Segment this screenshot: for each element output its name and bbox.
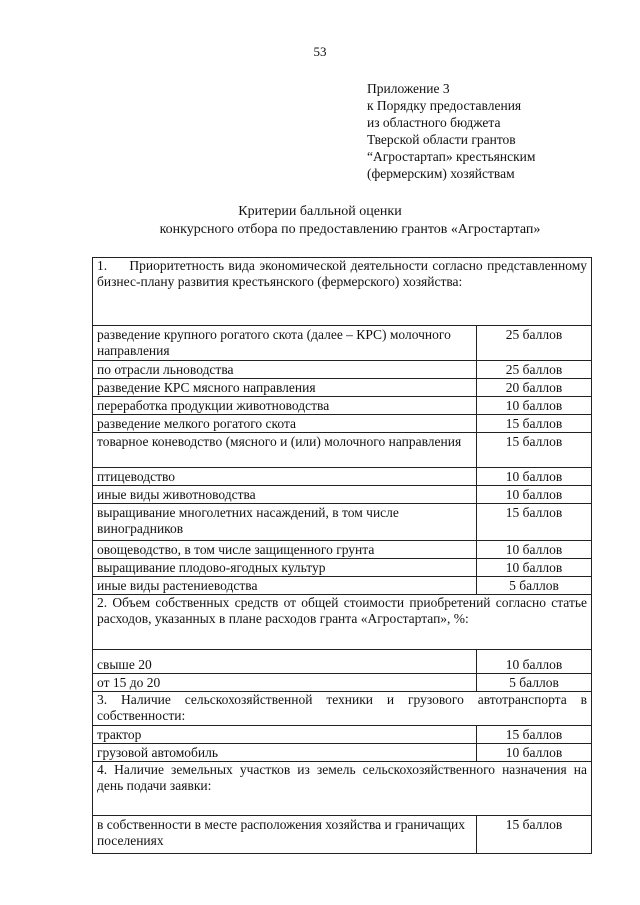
criteria-section-row — [93, 692, 592, 726]
criteria-item-points: 10 баллов — [477, 744, 592, 762]
criteria-item-points: 5 баллов — [477, 577, 592, 595]
criteria-item-points: 25 баллов — [477, 326, 592, 361]
criteria-item-row — [93, 577, 592, 595]
criteria-item-points: 10 баллов — [477, 559, 592, 577]
document-title — [0, 203, 640, 239]
criteria-item-label: птицеводство — [93, 468, 477, 486]
criteria-item-row — [93, 415, 592, 433]
criteria-item-row — [93, 726, 592, 744]
criteria-section-row — [93, 258, 592, 326]
criteria-item-label: в собственности в месте расположения хозяйства и граничащих поселениях — [93, 816, 477, 854]
criteria-item-points: 25 баллов — [477, 361, 592, 379]
criteria-item-row — [93, 744, 592, 762]
criteria-item-row — [93, 504, 592, 541]
criteria-item-label: разведение КРС мясного направления — [93, 379, 477, 397]
appendix-line: к Порядку предоставления — [367, 98, 522, 113]
criteria-item-label: грузовой автомобиль — [93, 744, 477, 762]
criteria-section-row — [93, 762, 592, 816]
criteria-item-label: иные виды животноводства — [93, 486, 477, 504]
appendix-note — [367, 80, 535, 182]
criteria-item-row — [93, 486, 592, 504]
criteria-item-points: 15 баллов — [477, 504, 592, 541]
title-line-1: Критерии балльной оценки — [238, 204, 402, 219]
page-number: 53 — [313, 44, 327, 59]
criteria-item-label: разведение крупного рогатого скота (далее – КРС) молочного направления — [93, 326, 477, 361]
criteria-item-points: 10 баллов — [477, 650, 592, 674]
criteria-item-row — [93, 541, 592, 559]
criteria-item-points: 10 баллов — [477, 541, 592, 559]
criteria-item-points: 10 баллов — [477, 486, 592, 504]
criteria-item-row — [93, 433, 592, 468]
appendix-line: Тверской области грантов — [367, 132, 516, 147]
criteria-item-points: 15 баллов — [477, 415, 592, 433]
criteria-item-points: 15 баллов — [477, 726, 592, 744]
criteria-item-row — [93, 397, 592, 415]
appendix-line: из областного бюджета — [367, 115, 501, 130]
appendix-line: (фермерским) хозяйствам — [367, 166, 515, 181]
criteria-section-row — [93, 595, 592, 650]
criteria-heading: 4. Наличие земельных участков из земель сельскохозяйственного назначения на день подачи заявки: — [93, 762, 592, 816]
appendix-line: “Агростартап» крестьянским — [367, 149, 536, 164]
criteria-item-label: от 15 до 20 — [93, 674, 477, 692]
criteria-item-label: по отрасли льноводства — [93, 361, 477, 379]
criteria-item-points: 5 баллов — [477, 674, 592, 692]
criteria-item-row — [93, 361, 592, 379]
criteria-heading: 2. Объем собственных средств от общей стоимости приобретений согласно статье расходов, указанных в плане расходов гранта «Агростартап», %: — [93, 595, 592, 650]
criteria-item-label: товарное коневодство (мясного и (или) молочного направления — [93, 433, 477, 468]
criteria-item-row — [93, 650, 592, 674]
criteria-item-label: переработка продукции животноводства — [93, 397, 477, 415]
criteria-item-points: 15 баллов — [477, 816, 592, 854]
criteria-item-points: 15 баллов — [477, 433, 592, 468]
appendix-line: Приложение 3 — [367, 81, 450, 96]
criteria-item-label: трактор — [93, 726, 477, 744]
criteria-item-row — [93, 674, 592, 692]
criteria-item-label: свыше 20 — [93, 650, 477, 674]
criteria-heading: 3. Наличие сельскохозяйственной техники и грузового автотранспорта в собственности: — [93, 692, 592, 726]
criteria-item-label: выращивание плодово-ягодных культур — [93, 559, 477, 577]
criteria-item-row — [93, 468, 592, 486]
criteria-item-label: овощеводство, в том числе защищенного грунта — [93, 541, 477, 559]
criteria-item-label: выращивание многолетних насаждений, в том числе виноградников — [93, 504, 477, 541]
criteria-table — [92, 257, 592, 854]
criteria-item-label: разведение мелкого рогатого скота — [93, 415, 477, 433]
criteria-item-row — [93, 379, 592, 397]
criteria-item-row — [93, 559, 592, 577]
criteria-item-row — [93, 326, 592, 361]
criteria-item-points: 10 баллов — [477, 397, 592, 415]
criteria-item-points: 10 баллов — [477, 468, 592, 486]
criteria-item-label: иные виды растениеводства — [93, 577, 477, 595]
criteria-heading: 1. Приоритетность вида экономической деятельности согласно представленному бизнес-плану развития крестьянского (фермерского) хозяйства: — [93, 258, 592, 326]
criteria-item-points: 20 баллов — [477, 379, 592, 397]
title-line-2: конкурсного отбора по предоставлению грантов «Агростартап» — [159, 222, 541, 237]
criteria-item-row — [93, 816, 592, 854]
